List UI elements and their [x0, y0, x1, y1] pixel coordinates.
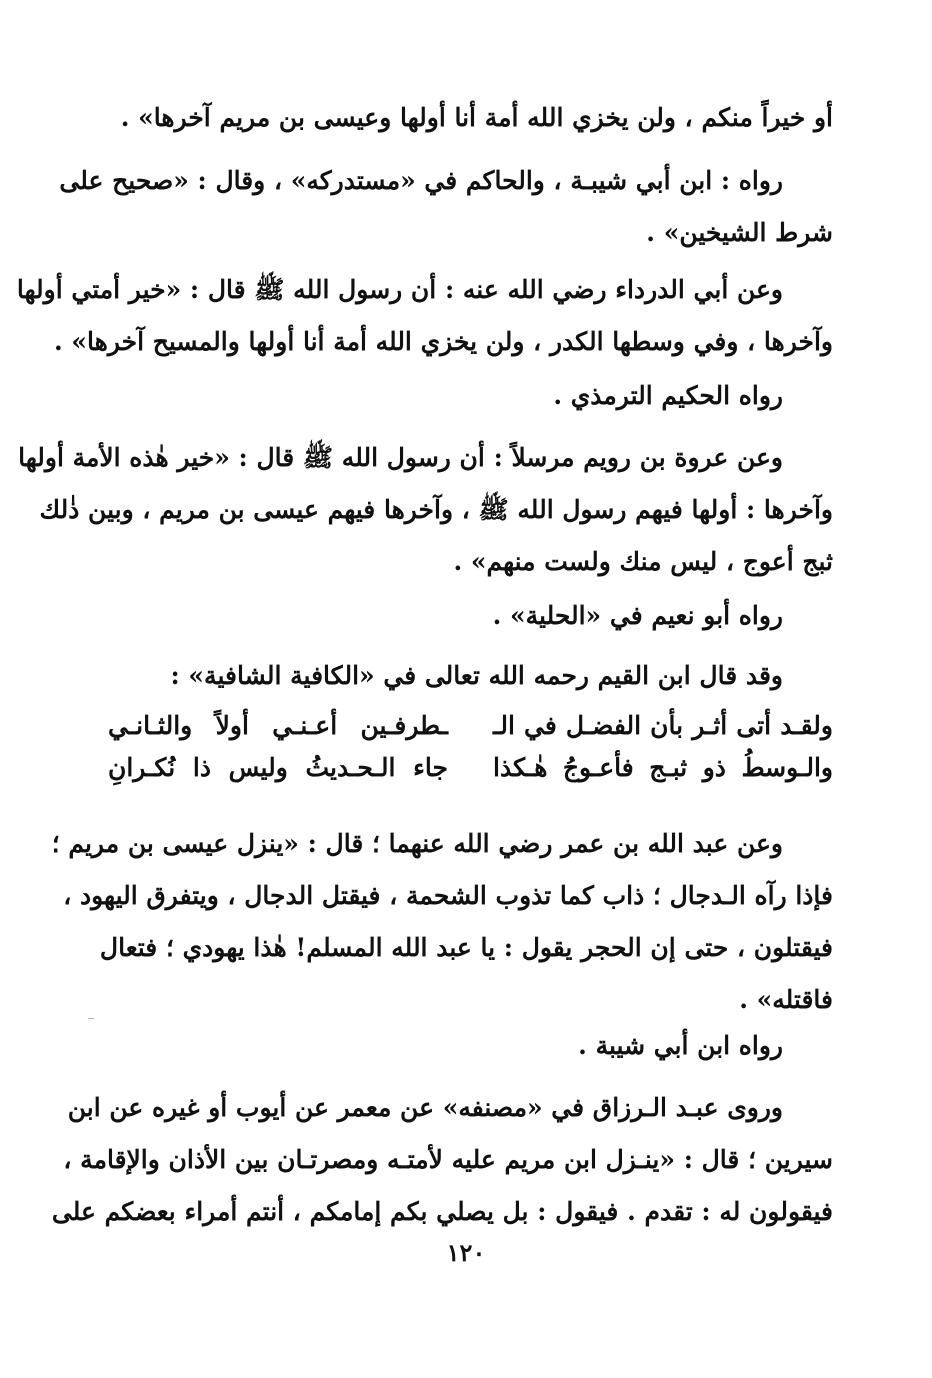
- text-line: فإذا رآه الـدجال ؛ ذاب كما تذوب الشحمة ، فيقتل الدجال ، ويتفرق اليهود ،: [63, 881, 833, 910]
- text-line: رواه الحكيم الترمذي .: [553, 381, 783, 410]
- paragraph: [108, 92, 833, 144]
- verse-second-hemistich: جاء الـحـديثُ وليس ذا نُكـرانِ: [108, 753, 448, 782]
- paragraph: [51, 818, 833, 1026]
- verse-line: [108, 706, 833, 748]
- text-line: فيقولون له : تقدم . فيقول : بل يصلي بكم إمامكم ، أنتم أمراء بعضكم على: [51, 1197, 833, 1226]
- text-line: وآخرها ، وفي وسطها الكدر ، ولن يخزي الله أمة أنا أولها والمسيح آخرها» .: [53, 327, 833, 356]
- verse-first-hemistich: والـوسطُ ذو ثبـج فأعـوجُ هٰـكذا: [493, 753, 833, 782]
- text-line: أو خيراً منكم ، ولن يخزي الله أمة أنا أولها وعيسى بن مريم آخرها» .: [120, 103, 833, 132]
- verse-second-hemistich: ـطرفـين أعـنـي أولاً والثـانـي: [108, 711, 448, 740]
- text-line: شرط الشيخين» .: [646, 218, 833, 247]
- text-line: رواه : ابن أبي شيبـة ، والحاكم في «مستدركه» ، وقال : «صحيح على: [59, 166, 783, 195]
- verse-first-hemistich: ولقـد أتى أثـر بأن الفضـل في الـ: [493, 711, 833, 740]
- text-line: وقد قال ابن القيم رحمه الله تعالى في «الكافية الشافية» :: [170, 661, 783, 690]
- paragraph: [108, 590, 833, 642]
- paragraph: [108, 650, 833, 702]
- verse-line: [108, 748, 833, 790]
- text-line: فيقتلون ، حتى إن الحجر يقول : يا عبد الله المسلم! هٰذا يهودي ؛ فتعال: [99, 933, 833, 962]
- text-line: وعن عبد الله بن عمر رضي الله عنهما ؛ قال : «ينزل عيسى بن مريم ؛: [51, 829, 783, 858]
- text-line: رواه أبو نعيم في «الحلية» .: [492, 601, 783, 630]
- text-line: رواه ابن أبي شيبة .: [578, 1031, 783, 1060]
- poem-verses: [108, 706, 833, 790]
- paragraph: [16, 264, 833, 368]
- paragraph: [108, 1020, 833, 1072]
- text-line: وعن عروة بن رويم مرسلاً : أن رسول الله ﷺ قال : «خير هٰذه الأمة أولها: [18, 443, 783, 472]
- paragraph: [59, 155, 833, 259]
- text-line: ثبج أعوج ، ليس منك ولست منهم» .: [453, 547, 833, 576]
- page-number: ١٢٠: [446, 1238, 486, 1267]
- margin-mark: [88, 1018, 94, 1019]
- text-line: وآخرها : أولها فيهم رسول الله ﷺ ، وآخرها فيهم عيسى بن مريم ، وبين ذٰلك: [39, 495, 833, 524]
- text-line: وروى عبـد الـرزاق في «مصنفه» عن معمر عن أيوب أو غيره عن ابن: [67, 1093, 783, 1122]
- paragraph: [108, 370, 833, 422]
- text-line: وعن أبي الدرداء رضي الله عنه : أن رسول الله ﷺ قال : «خير أمتي أولها: [16, 275, 783, 304]
- text-line: فاقتله» .: [739, 985, 833, 1014]
- paragraph: [51, 1082, 833, 1238]
- text-line: سيرين ؛ قال : «ينـزل ابن مريم عليه لأمتـه ومصرتـان بين الأذان والإقامة ،: [63, 1145, 833, 1174]
- paragraph: [18, 432, 833, 588]
